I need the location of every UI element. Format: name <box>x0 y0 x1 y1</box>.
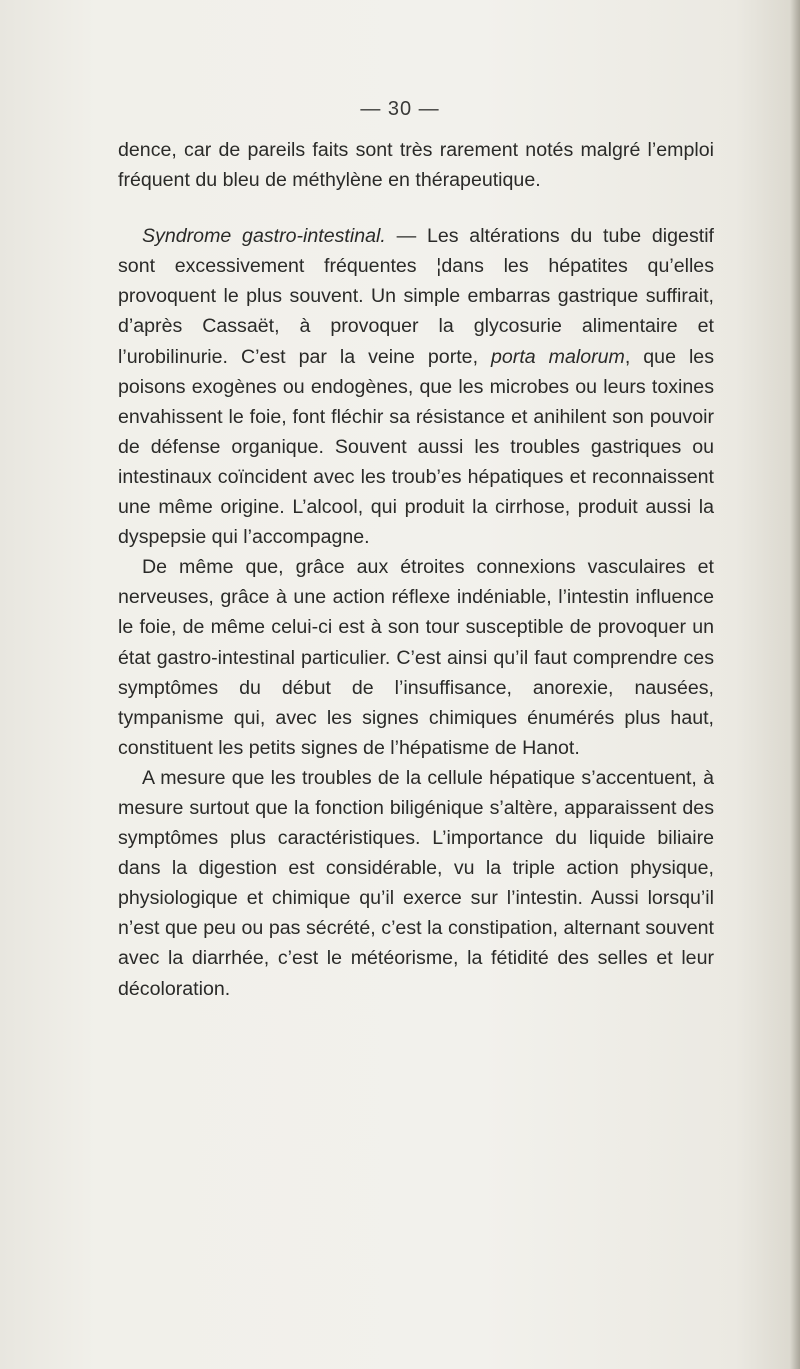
italic-term: porta malorum <box>491 345 625 368</box>
paragraph-biliary: A mesure que les troubles de la cellule hépatique s’accentuent, à mesure surtout que la fonction biligénique s’altère, apparaissent des symptômes plus caractéristiques. L’importance du liquide biliaire dans la digestion est considérable, vu la triple action physique, physiologique et chimique qu’il exerce sur l’intestin. Aussi lorsqu’il n’est que peu ou pas sécrété, c’est la constipation, alternant souvent avec la diarrhée, c’est le météorisme, la fétidité des selles et leur décoloration. <box>118 766 714 1000</box>
page-edge-shadow <box>790 0 800 1369</box>
section-heading: Syndrome gastro-intestinal. <box>142 225 386 248</box>
paragraph-syndrome <box>118 221 714 552</box>
paragraph-text: — Les altérations du tube digestif sont excessivement fréquentes ¦dans les hépatites qu’elles provoquent le plus souvent. Un simple embarras gastrique suffirait, d’après Cassaët, à provoquer la glycosurie alimentaire et l’urobilinurie. C’est par la veine porte, <box>118 225 714 368</box>
body-text <box>118 135 714 1004</box>
paragraph-continuation: dence, car de pareils faits sont très rarement notés malgré l’emploi fréquent du bleu de méthylène en thérapeutique. <box>118 139 714 192</box>
page-number: — 30 — <box>360 98 440 120</box>
paragraph-reflex: De même que, grâce aux étroites connexions vasculaires et nerveuses, grâce à une action réflexe indéniable, l’intestin influence le foie, de même celui-ci est à son tour susceptible de provoquer un état gastro-intestinal particulier. C’est ainsi qu’il faut comprendre ces symptômes du début de l’insuffisance, anorexie, nausées, tympanisme qui, avec les signes chimiques énumérés plus haut, constituent les petits signes de l’hépatisme de Hanot. <box>118 556 714 759</box>
paragraph-text: , que les poisons exogènes ou endogènes, que les microbes ou leurs toxines envahissent le foie, font fléchir sa résistance et anihilent son pouvoir de défense organique. Souvent aussi les troubles gastriques ou intestinaux coïncident avec les troub’es hépatiques et reconnaissent une même origine. L’alcool, qui produit la cirrhose, produit aussi la dyspepsie qui l’accompagne. <box>118 345 714 549</box>
